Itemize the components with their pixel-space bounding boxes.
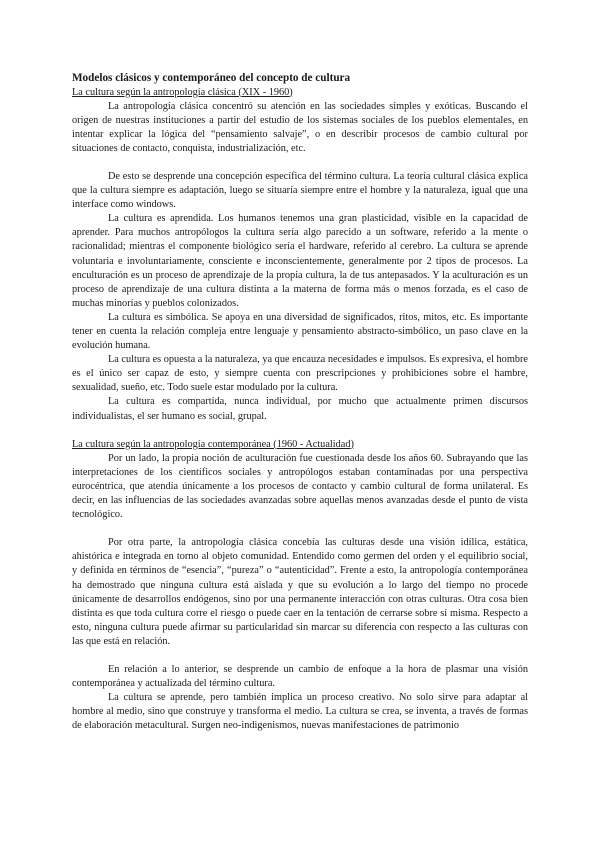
- paragraph: Por otra parte, la antropología clásica concebía las culturas desde una visión idílica, estática, ahistórica e integrada en torno al objeto comunidad. Entendido como germen del orden y el equilibrio social, y definida en términos de “esencia”, “pureza” o “autenticidad”. Frente a esto, la antropología contemporánea ha demostrado que ninguna cultura está aislada y que su evolución a lo largo del tiempo no procede únicamente de desarrollos endógenos, sino por una permanente interacción con otras culturas. Otra cosa bien distinta es que toda cultura corre el riesgo o puede caer en la tentación de cerrarse sobre sí misma. Respecto a esto, ninguna cultura puede afirmar su particularidad sin marcar su diferencia con respecto a las culturas con las que está en relación.: [72, 537, 528, 647]
- section-heading-contemporary: La cultura según la antropología contemporánea (1960 - Actualidad): [72, 438, 354, 450]
- paragraph: Por un lado, la propia noción de aculturación fue cuestionada desde los años 60. Subrayando que las interpretaciones de los científicos sociales y antropólogos estaban contaminadas por una perspectiva eurocéntrica, que atendía únicamente a los procesos de contacto y cambio cultural de forma unilateral. Es decir, en las influencias de las sociedades avanzadas sobre aquellas menos avanzadas desde el punto de vista tecnológico.: [72, 452, 528, 521]
- paragraph: La cultura es compartida, nunca individual, por mucho que actualmente primen discursos individualistas, el ser humano es social, grupal.: [72, 396, 528, 422]
- document-page: [72, 71, 528, 733]
- paragraph: La antropología clásica concentró su atención en las sociedades simples y exóticas. Buscando el origen de nuestras instituciones a partir del estudio de los sistemas sociales de los pueblos elementales, en intentar explicar la lógica del “pensamiento salvaje”, o en describir procesos de cambio cultural por situaciones de contacto, conquista, industrialización, etc.: [72, 100, 528, 154]
- paragraph: De esto se desprende una concepción específica del término cultura. La teoría cultural clásica explica que la cultura siempre es adaptación, luego se situaría siempre entre el hombre y la naturaleza, igual que una interface como windows.: [72, 170, 528, 211]
- paragraph: La cultura es opuesta a la naturaleza, ya que encauza necesidades e impulsos. Es expresiva, el hombre es el único ser capaz de esto, y siempre cuenta con prescripciones y prohibiciones sobre el hambre, sexualidad, sueño, etc. Todo suele estar modulado por la cultura.: [72, 354, 528, 394]
- paragraph: La cultura se aprende, pero también implica un proceso creativo. No solo sirve para adaptar al hombre al medio, sino que construye y transforma el medio. La cultura se crea, se inventa, a través de formas de elaboración metacultural. Surgen neo-indigenismos, nuevas manifestaciones de patrimonio: [72, 692, 528, 732]
- document-title: Modelos clásicos y contemporáneo del concepto de cultura: [72, 72, 351, 84]
- section-heading-classical: La cultura según la antropología clásica (XIX - 1960): [72, 86, 293, 98]
- paragraph: La cultura es simbólica. Se apoya en una diversidad de significados, ritos, mitos, etc. Es importante tener en cuenta la relación compleja entre lenguaje y pensamiento abstracto-simbólico, un paso clave en la evolución humana.: [72, 311, 528, 352]
- paragraph: En relación a lo anterior, se desprende un cambio de enfoque a la hora de plasmar una visión contemporánea y actualizada del término cultura.: [72, 663, 528, 690]
- paragraph: La cultura es aprendida. Los humanos tenemos una gran plasticidad, visible en la capacidad de aprender. Para muchos antropólogos la cultura sería algo parecido a un software, referido a la mente o racionalidad; mientras el componente biológico sería el hardware, referido al cerebro. La cultura se aprende voluntaria e involuntariamente, consciente e inconscientemente, generalmente por 2 tipos de procesos. La enculturación es un proceso de aprendizaje de la propia cultura, la de tus antepasados. Y la aculturación es un proceso de aprendizaje de una cultura distinta a la materna de forma más o menos forzada, es el caso de muchas minorías y pueblos colonizados.: [72, 213, 528, 309]
